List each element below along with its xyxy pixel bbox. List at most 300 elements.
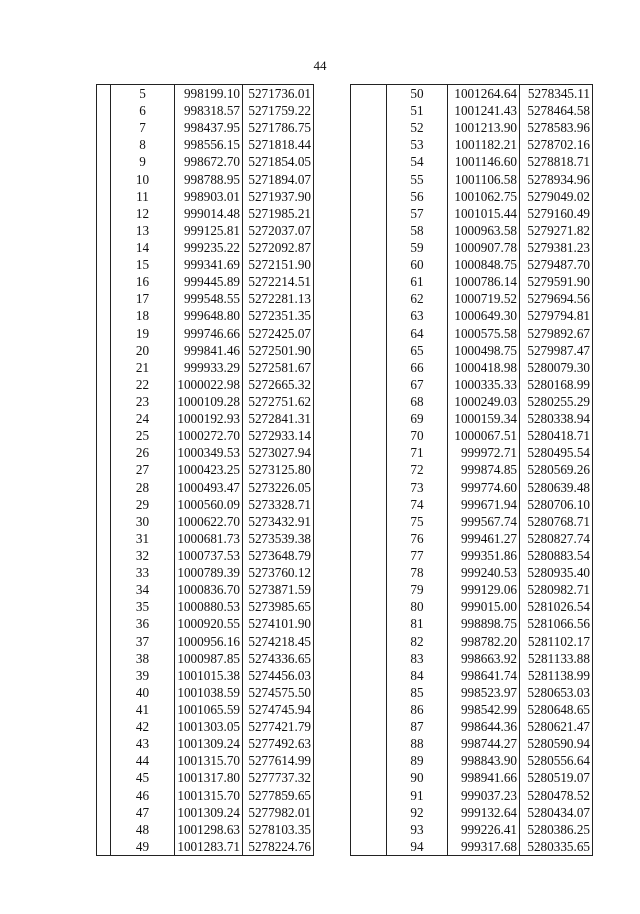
blank-cell — [351, 290, 387, 307]
x-coordinate-cell: 1000493.47 — [175, 479, 243, 496]
point-number-cell: 20 — [111, 342, 175, 359]
table-row — [97, 376, 314, 393]
table-row — [351, 804, 593, 821]
y-coordinate-cell: 5281102.17 — [520, 633, 593, 650]
table-row — [351, 547, 593, 564]
y-coordinate-cell: 5274456.03 — [243, 667, 314, 684]
table-row — [351, 136, 593, 153]
y-coordinate-cell: 5272092.87 — [243, 239, 314, 256]
blank-cell — [97, 461, 111, 478]
table-row — [351, 359, 593, 376]
y-coordinate-cell: 5280434.07 — [520, 804, 593, 821]
x-coordinate-cell: 999235.22 — [175, 239, 243, 256]
blank-cell — [97, 102, 111, 119]
point-number-cell: 52 — [387, 119, 448, 136]
point-number-cell: 74 — [387, 496, 448, 513]
y-coordinate-cell: 5280338.94 — [520, 410, 593, 427]
x-coordinate-cell: 1001038.59 — [175, 684, 243, 701]
point-number-cell: 75 — [387, 513, 448, 530]
blank-cell — [97, 650, 111, 667]
point-number-cell: 37 — [111, 633, 175, 650]
table-row — [351, 581, 593, 598]
point-number-cell: 93 — [387, 821, 448, 838]
y-coordinate-cell: 5278103.35 — [243, 821, 314, 838]
point-number-cell: 22 — [111, 376, 175, 393]
point-number-cell: 54 — [387, 153, 448, 170]
point-number-cell: 34 — [111, 581, 175, 598]
y-coordinate-cell: 5271736.01 — [243, 85, 314, 103]
blank-cell — [97, 838, 111, 856]
table-row — [97, 598, 314, 615]
x-coordinate-cell: 998437.95 — [175, 119, 243, 136]
x-coordinate-cell: 998788.95 — [175, 171, 243, 188]
point-number-cell: 48 — [111, 821, 175, 838]
table-row — [351, 102, 593, 119]
table-row — [97, 342, 314, 359]
table-row — [97, 153, 314, 170]
x-coordinate-cell: 1001146.60 — [448, 153, 520, 170]
table-row — [351, 444, 593, 461]
x-coordinate-cell: 999567.74 — [448, 513, 520, 530]
blank-cell — [351, 496, 387, 513]
blank-cell — [351, 752, 387, 769]
y-coordinate-cell: 5272751.62 — [243, 393, 314, 410]
table-row — [97, 290, 314, 307]
table-row — [351, 530, 593, 547]
y-coordinate-cell: 5277614.99 — [243, 752, 314, 769]
x-coordinate-cell: 1001182.21 — [448, 136, 520, 153]
y-coordinate-cell: 5281066.56 — [520, 615, 593, 632]
point-number-cell: 60 — [387, 256, 448, 273]
table-row — [351, 735, 593, 752]
blank-cell — [351, 119, 387, 136]
table-row — [351, 615, 593, 632]
y-coordinate-cell: 5274336.65 — [243, 650, 314, 667]
table-row — [351, 376, 593, 393]
blank-cell — [351, 581, 387, 598]
x-coordinate-cell: 998898.75 — [448, 615, 520, 632]
point-number-cell: 78 — [387, 564, 448, 581]
table-row — [97, 205, 314, 222]
point-number-cell: 76 — [387, 530, 448, 547]
point-number-cell: 81 — [387, 615, 448, 632]
y-coordinate-cell: 5280648.65 — [520, 701, 593, 718]
x-coordinate-cell: 999774.60 — [448, 479, 520, 496]
table-row — [351, 684, 593, 701]
table-row — [351, 427, 593, 444]
x-coordinate-cell: 998318.57 — [175, 102, 243, 119]
y-coordinate-cell: 5280556.64 — [520, 752, 593, 769]
x-coordinate-cell: 1000880.53 — [175, 598, 243, 615]
blank-cell — [351, 171, 387, 188]
point-number-cell: 51 — [387, 102, 448, 119]
x-coordinate-cell: 1001315.70 — [175, 786, 243, 803]
x-coordinate-cell: 1001106.58 — [448, 171, 520, 188]
x-coordinate-cell: 998556.15 — [175, 136, 243, 153]
x-coordinate-cell: 1000349.53 — [175, 444, 243, 461]
point-number-cell: 5 — [111, 85, 175, 103]
y-coordinate-cell: 5271818.44 — [243, 136, 314, 153]
y-coordinate-cell: 5280706.10 — [520, 496, 593, 513]
y-coordinate-cell: 5278224.76 — [243, 838, 314, 856]
blank-cell — [351, 684, 387, 701]
x-coordinate-cell: 1000560.09 — [175, 496, 243, 513]
table-row — [351, 307, 593, 324]
table-row — [97, 273, 314, 290]
blank-cell — [351, 598, 387, 615]
x-coordinate-cell: 1000920.55 — [175, 615, 243, 632]
table-row — [97, 307, 314, 324]
x-coordinate-cell: 1001264.64 — [448, 85, 520, 103]
blank-cell — [97, 342, 111, 359]
y-coordinate-cell: 5274218.45 — [243, 633, 314, 650]
table-row — [351, 598, 593, 615]
table-row — [97, 479, 314, 496]
blank-cell — [351, 376, 387, 393]
y-coordinate-cell: 5278818.71 — [520, 153, 593, 170]
blank-cell — [351, 136, 387, 153]
table-row — [97, 581, 314, 598]
y-coordinate-cell: 5278702.16 — [520, 136, 593, 153]
y-coordinate-cell: 5273027.94 — [243, 444, 314, 461]
table-row — [351, 479, 593, 496]
blank-cell — [97, 359, 111, 376]
blank-cell — [97, 547, 111, 564]
point-number-cell: 88 — [387, 735, 448, 752]
y-coordinate-cell: 5273125.80 — [243, 461, 314, 478]
blank-cell — [97, 513, 111, 530]
x-coordinate-cell: 1001283.71 — [175, 838, 243, 856]
blank-cell — [351, 342, 387, 359]
table-row — [351, 239, 593, 256]
point-number-cell: 9 — [111, 153, 175, 170]
blank-cell — [351, 633, 387, 650]
blank-cell — [97, 325, 111, 342]
point-number-cell: 67 — [387, 376, 448, 393]
blank-cell — [97, 718, 111, 735]
y-coordinate-cell: 5277492.63 — [243, 735, 314, 752]
y-coordinate-cell: 5280495.54 — [520, 444, 593, 461]
blank-cell — [351, 821, 387, 838]
point-number-cell: 24 — [111, 410, 175, 427]
blank-cell — [97, 376, 111, 393]
blank-cell — [97, 667, 111, 684]
x-coordinate-cell: 1000848.75 — [448, 256, 520, 273]
y-coordinate-cell: 5279049.02 — [520, 188, 593, 205]
point-number-cell: 45 — [111, 769, 175, 786]
table-row — [97, 718, 314, 735]
table-row — [97, 684, 314, 701]
x-coordinate-cell: 1000067.51 — [448, 427, 520, 444]
blank-cell — [97, 701, 111, 718]
blank-cell — [351, 547, 387, 564]
blank-cell — [97, 239, 111, 256]
x-coordinate-cell: 999341.69 — [175, 256, 243, 273]
blank-cell — [351, 564, 387, 581]
point-number-cell: 31 — [111, 530, 175, 547]
y-coordinate-cell: 5272933.14 — [243, 427, 314, 444]
y-coordinate-cell: 5280590.94 — [520, 735, 593, 752]
y-coordinate-cell: 5273432.91 — [243, 513, 314, 530]
table-row — [97, 188, 314, 205]
blank-cell — [97, 496, 111, 513]
x-coordinate-cell: 998199.10 — [175, 85, 243, 103]
table-row — [97, 410, 314, 427]
point-number-cell: 10 — [111, 171, 175, 188]
y-coordinate-cell: 5272037.07 — [243, 222, 314, 239]
y-coordinate-cell: 5272665.32 — [243, 376, 314, 393]
x-coordinate-cell: 1000575.58 — [448, 325, 520, 342]
table-row — [97, 564, 314, 581]
y-coordinate-cell: 5272841.31 — [243, 410, 314, 427]
table-row — [97, 735, 314, 752]
blank-cell — [351, 461, 387, 478]
x-coordinate-cell: 1000681.73 — [175, 530, 243, 547]
table-row — [97, 461, 314, 478]
table-row — [97, 769, 314, 786]
blank-cell — [351, 307, 387, 324]
x-coordinate-cell: 999461.27 — [448, 530, 520, 547]
x-coordinate-cell: 1001309.24 — [175, 804, 243, 821]
table-row — [351, 564, 593, 581]
x-coordinate-cell: 1000159.34 — [448, 410, 520, 427]
x-coordinate-cell: 999317.68 — [448, 838, 520, 856]
blank-cell — [351, 786, 387, 803]
x-coordinate-cell: 999132.64 — [448, 804, 520, 821]
x-coordinate-cell: 999746.66 — [175, 325, 243, 342]
table-row — [351, 821, 593, 838]
blank-cell — [97, 684, 111, 701]
blank-cell — [351, 650, 387, 667]
blank-cell — [97, 479, 111, 496]
table-row — [351, 633, 593, 650]
x-coordinate-cell: 1001065.59 — [175, 701, 243, 718]
table-row — [97, 650, 314, 667]
y-coordinate-cell: 5279794.81 — [520, 307, 593, 324]
point-number-cell: 79 — [387, 581, 448, 598]
table-row — [351, 513, 593, 530]
blank-cell — [351, 153, 387, 170]
table-row — [97, 427, 314, 444]
y-coordinate-cell: 5280335.65 — [520, 838, 593, 856]
y-coordinate-cell: 5278345.11 — [520, 85, 593, 103]
y-coordinate-cell: 5280935.40 — [520, 564, 593, 581]
x-coordinate-cell: 999015.00 — [448, 598, 520, 615]
point-number-cell: 30 — [111, 513, 175, 530]
y-coordinate-cell: 5278934.96 — [520, 171, 593, 188]
y-coordinate-cell: 5280519.07 — [520, 769, 593, 786]
blank-cell — [97, 735, 111, 752]
point-number-cell: 42 — [111, 718, 175, 735]
blank-cell — [97, 222, 111, 239]
point-number-cell: 73 — [387, 479, 448, 496]
blank-cell — [351, 530, 387, 547]
y-coordinate-cell: 5279591.90 — [520, 273, 593, 290]
point-number-cell: 21 — [111, 359, 175, 376]
table-row — [351, 171, 593, 188]
x-coordinate-cell: 1001315.70 — [175, 752, 243, 769]
table-row — [97, 119, 314, 136]
blank-cell — [97, 598, 111, 615]
x-coordinate-cell: 1001309.24 — [175, 735, 243, 752]
blank-cell — [97, 307, 111, 324]
y-coordinate-cell: 5273226.05 — [243, 479, 314, 496]
point-number-cell: 85 — [387, 684, 448, 701]
x-coordinate-cell: 1000335.33 — [448, 376, 520, 393]
point-number-cell: 16 — [111, 273, 175, 290]
point-number-cell: 94 — [387, 838, 448, 856]
blank-cell — [97, 290, 111, 307]
x-coordinate-cell: 1000719.52 — [448, 290, 520, 307]
point-number-cell: 23 — [111, 393, 175, 410]
point-number-cell: 41 — [111, 701, 175, 718]
y-coordinate-cell: 5280982.71 — [520, 581, 593, 598]
y-coordinate-cell: 5271937.90 — [243, 188, 314, 205]
y-coordinate-cell: 5280827.74 — [520, 530, 593, 547]
point-number-cell: 53 — [387, 136, 448, 153]
y-coordinate-cell: 5271786.75 — [243, 119, 314, 136]
point-number-cell: 87 — [387, 718, 448, 735]
point-number-cell: 17 — [111, 290, 175, 307]
point-number-cell: 40 — [111, 684, 175, 701]
x-coordinate-cell: 999226.41 — [448, 821, 520, 838]
point-number-cell: 59 — [387, 239, 448, 256]
blank-cell — [97, 256, 111, 273]
table-row — [97, 325, 314, 342]
y-coordinate-cell: 5279694.56 — [520, 290, 593, 307]
point-number-cell: 66 — [387, 359, 448, 376]
point-number-cell: 82 — [387, 633, 448, 650]
x-coordinate-cell: 1001213.90 — [448, 119, 520, 136]
blank-cell — [97, 821, 111, 838]
x-coordinate-cell: 1000649.30 — [448, 307, 520, 324]
blank-cell — [351, 701, 387, 718]
x-coordinate-cell: 998663.92 — [448, 650, 520, 667]
x-coordinate-cell: 1000249.03 — [448, 393, 520, 410]
y-coordinate-cell: 5277421.79 — [243, 718, 314, 735]
x-coordinate-cell: 1000737.53 — [175, 547, 243, 564]
point-number-cell: 26 — [111, 444, 175, 461]
table-row — [97, 222, 314, 239]
blank-cell — [351, 393, 387, 410]
point-number-cell: 77 — [387, 547, 448, 564]
y-coordinate-cell: 5277859.65 — [243, 786, 314, 803]
table-row — [351, 222, 593, 239]
point-number-cell: 32 — [111, 547, 175, 564]
blank-cell — [351, 410, 387, 427]
blank-cell — [97, 119, 111, 136]
blank-cell — [351, 718, 387, 735]
blank-cell — [351, 769, 387, 786]
y-coordinate-cell: 5274101.90 — [243, 615, 314, 632]
x-coordinate-cell: 1000272.70 — [175, 427, 243, 444]
blank-cell — [351, 325, 387, 342]
blank-cell — [351, 102, 387, 119]
x-coordinate-cell: 1001241.43 — [448, 102, 520, 119]
point-number-cell: 69 — [387, 410, 448, 427]
blank-cell — [351, 804, 387, 821]
table-row — [97, 85, 314, 103]
point-number-cell: 91 — [387, 786, 448, 803]
y-coordinate-cell: 5280653.03 — [520, 684, 593, 701]
x-coordinate-cell: 1000022.98 — [175, 376, 243, 393]
blank-cell — [97, 205, 111, 222]
x-coordinate-cell: 998941.66 — [448, 769, 520, 786]
y-coordinate-cell: 5280168.99 — [520, 376, 593, 393]
blank-cell — [351, 735, 387, 752]
table-row — [97, 102, 314, 119]
table-row — [97, 496, 314, 513]
point-number-cell: 43 — [111, 735, 175, 752]
y-coordinate-cell: 5271759.22 — [243, 102, 314, 119]
table-row — [351, 650, 593, 667]
blank-cell — [351, 188, 387, 205]
blank-cell — [351, 838, 387, 856]
point-number-cell: 36 — [111, 615, 175, 632]
x-coordinate-cell: 1000836.70 — [175, 581, 243, 598]
table-row — [97, 547, 314, 564]
blank-cell — [351, 444, 387, 461]
x-coordinate-cell: 999240.53 — [448, 564, 520, 581]
blank-cell — [351, 205, 387, 222]
table-row — [97, 513, 314, 530]
blank-cell — [351, 256, 387, 273]
y-coordinate-cell: 5281138.99 — [520, 667, 593, 684]
x-coordinate-cell: 999548.55 — [175, 290, 243, 307]
x-coordinate-cell: 1000786.14 — [448, 273, 520, 290]
y-coordinate-cell: 5272581.67 — [243, 359, 314, 376]
point-number-cell: 63 — [387, 307, 448, 324]
coordinates-table-right — [350, 84, 593, 856]
y-coordinate-cell: 5279381.23 — [520, 239, 593, 256]
y-coordinate-cell: 5271985.21 — [243, 205, 314, 222]
table-row — [351, 273, 593, 290]
blank-cell — [351, 513, 387, 530]
y-coordinate-cell: 5272425.07 — [243, 325, 314, 342]
y-coordinate-cell: 5277982.01 — [243, 804, 314, 821]
blank-cell — [351, 222, 387, 239]
point-number-cell: 55 — [387, 171, 448, 188]
y-coordinate-cell: 5274745.94 — [243, 701, 314, 718]
point-number-cell: 6 — [111, 102, 175, 119]
blank-cell — [97, 633, 111, 650]
blank-cell — [97, 615, 111, 632]
y-coordinate-cell: 5279271.82 — [520, 222, 593, 239]
point-number-cell: 11 — [111, 188, 175, 205]
table-row — [351, 667, 593, 684]
page-number: 44 — [313, 58, 327, 73]
x-coordinate-cell: 1000498.75 — [448, 342, 520, 359]
x-coordinate-cell: 999648.80 — [175, 307, 243, 324]
blank-cell — [97, 85, 111, 103]
table-row — [97, 701, 314, 718]
x-coordinate-cell: 998903.01 — [175, 188, 243, 205]
point-number-cell: 12 — [111, 205, 175, 222]
blank-cell — [351, 427, 387, 444]
y-coordinate-cell: 5273328.71 — [243, 496, 314, 513]
point-number-cell: 18 — [111, 307, 175, 324]
table-row — [97, 786, 314, 803]
table-row — [97, 393, 314, 410]
x-coordinate-cell: 1000109.28 — [175, 393, 243, 410]
point-number-cell: 65 — [387, 342, 448, 359]
table-row — [351, 342, 593, 359]
x-coordinate-cell: 1001015.44 — [448, 205, 520, 222]
table-row — [97, 821, 314, 838]
x-coordinate-cell: 1001062.75 — [448, 188, 520, 205]
blank-cell — [351, 359, 387, 376]
table-row — [97, 171, 314, 188]
